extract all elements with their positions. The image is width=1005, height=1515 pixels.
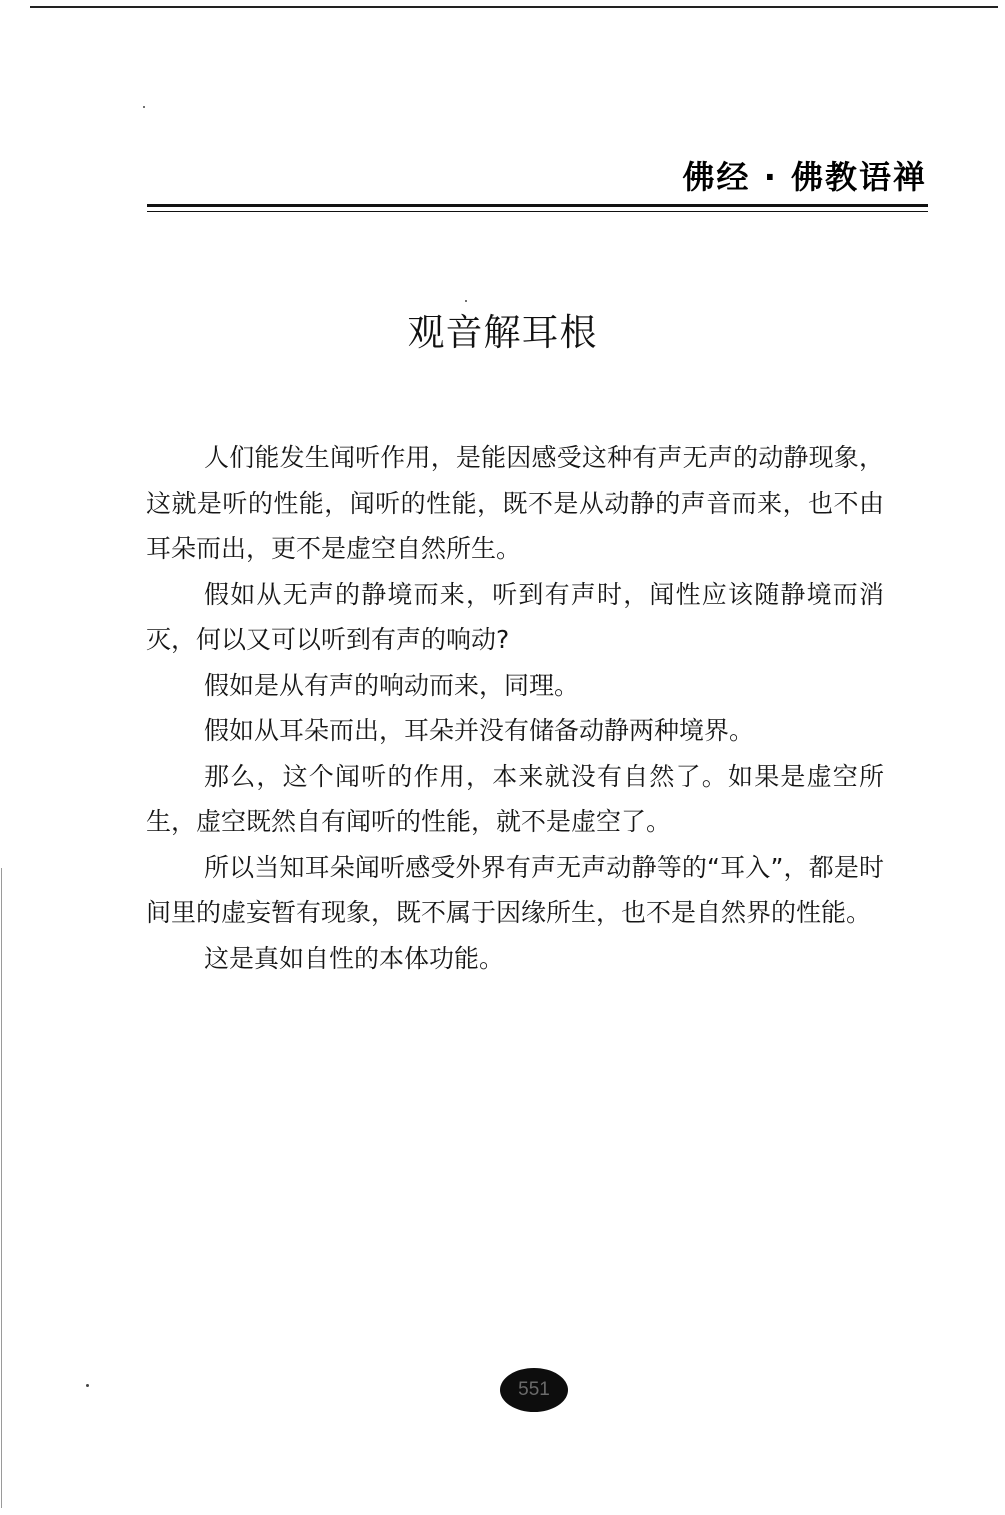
paragraph: 人们能发生闻听作用，是能因感受这种有声无声的动静现象，这就是听的性能，闻听的性能，既不是从动静的声音而来，也不由耳朵而出，更不是虚空自然所生。 (146, 443, 884, 563)
paragraph: 假如从无声的静境而来，听到有声时，闻性应该随静境而消灭，何以又可以听到有声的响动? (146, 579, 884, 654)
article-title: 观音解耳根 (407, 311, 598, 354)
paragraph: 所以当知耳朵闻听感受外界有声无声动静等的“耳入”，都是时间里的虚妄暂有现象，既不属于因缘所生，也不是自然界的性能。 (146, 852, 884, 927)
article-body (146, 435, 884, 981)
paragraph: 假如是从有声的响动而来，同理。 (204, 670, 580, 700)
scan-speck (143, 106, 145, 108)
left-scan-edge (1, 868, 2, 1508)
scan-speck (465, 300, 467, 302)
scan-speck (86, 1384, 89, 1387)
paragraph: 假如从耳朵而出，耳朵并没有储备动静两种境界。 (204, 716, 755, 745)
paragraph: 这是真如自性的本体功能。 (204, 943, 505, 973)
page-number: 551 (518, 1379, 550, 1400)
header-rule-thin (147, 211, 928, 212)
page-number-badge (500, 1368, 568, 1412)
paragraph: 那么，这个闻听的作用，本来就没有自然了。如果是虚空所生，虚空既然自有闻听的性能，就不是虚空了。 (146, 761, 884, 836)
header-rule-thick (147, 204, 928, 207)
running-header-title: 佛经 · 佛教语禅 (682, 158, 927, 196)
top-border-rule (30, 6, 998, 8)
